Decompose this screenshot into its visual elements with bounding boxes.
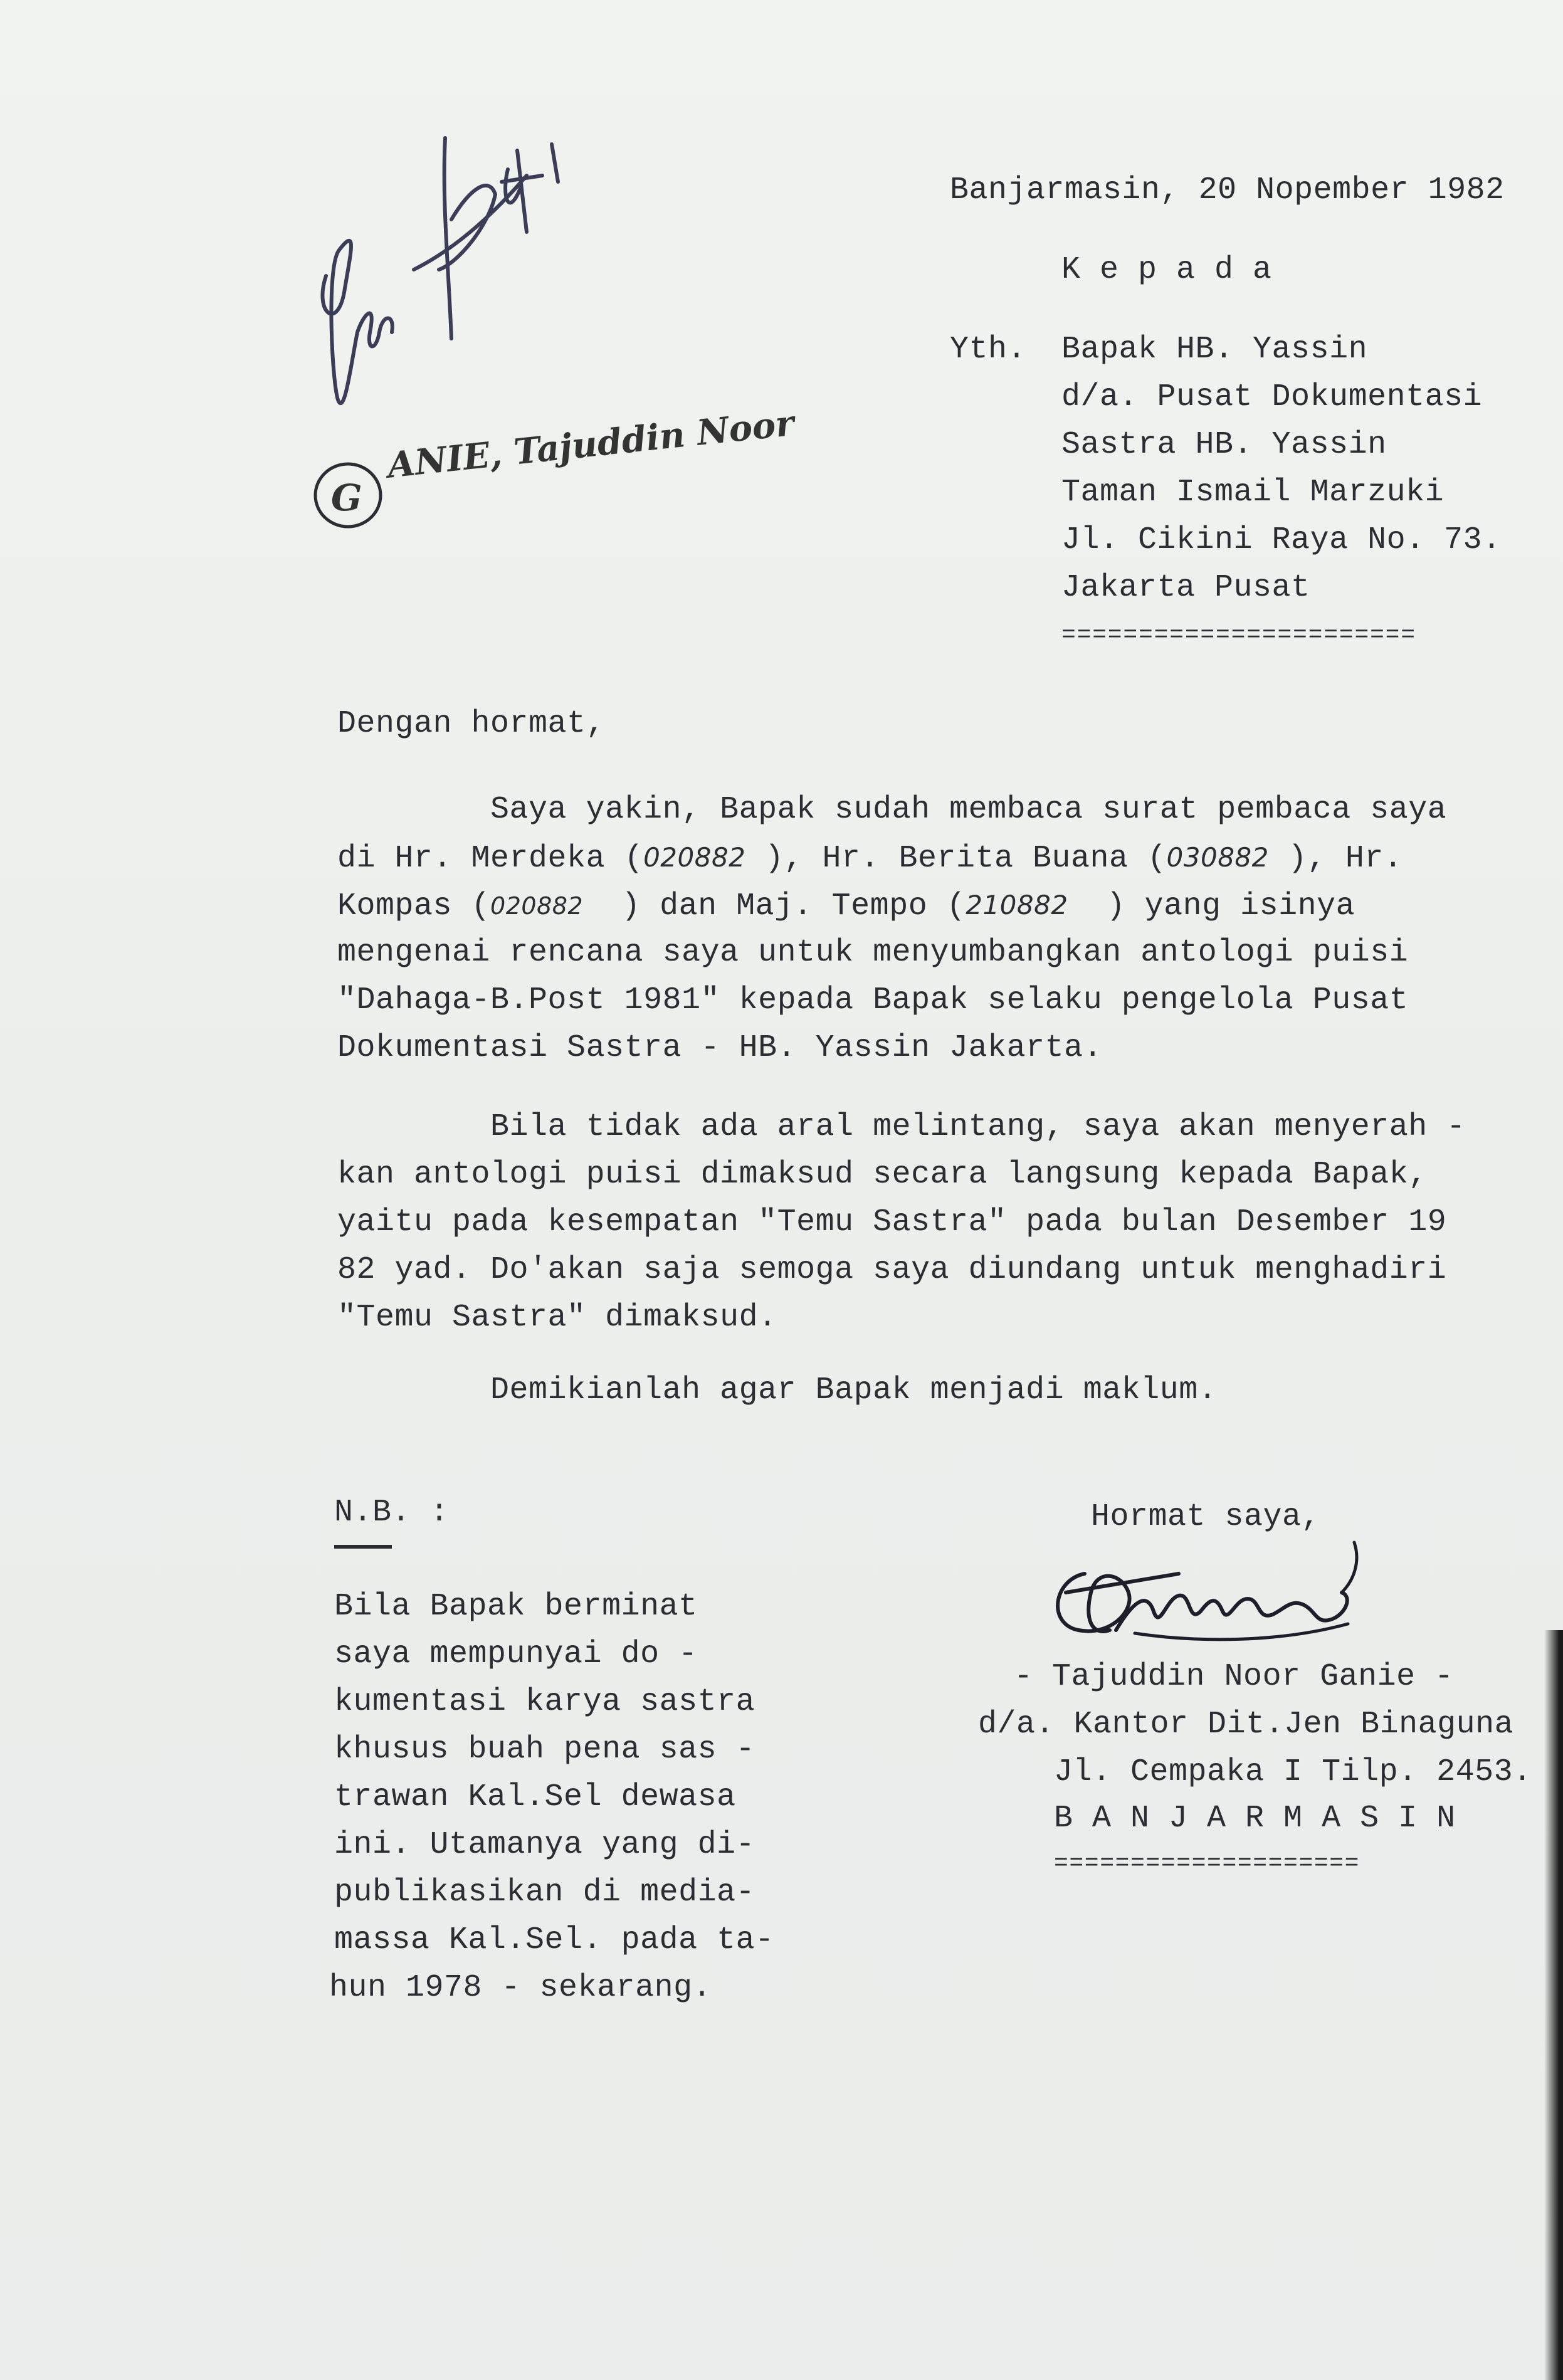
nb-line: Bila Bapak berminat xyxy=(334,1589,698,1624)
handwritten-date: 030882 xyxy=(1166,842,1269,873)
sender-name: - Tajuddin Noor Ganie - xyxy=(1014,1659,1454,1695)
paragraph-1-line: mengenai rencana saya untuk menyumbangkan antologi puisi xyxy=(337,935,1409,971)
paragraph-1-line xyxy=(337,882,1355,930)
handwritten-initials-signature xyxy=(301,125,589,426)
nb-line: saya mempunyai do - xyxy=(334,1636,698,1672)
handwritten-date: 020882 xyxy=(490,892,584,920)
paragraph-1-line xyxy=(337,834,1402,883)
paragraph-2-line: kan antologi puisi dimaksud secara langsung kepada Bapak, xyxy=(337,1157,1428,1193)
sender-line: d/a. Kantor Dit.Jen Binaguna xyxy=(978,1707,1514,1742)
sender-city: B A N J A R M A S I N xyxy=(1054,1801,1456,1836)
paragraph-1-line: Saya yakin, Bapak sudah membaca surat pembaca saya xyxy=(337,792,1447,828)
address-line: Jl. Cikini Raya No. 73. xyxy=(1061,522,1502,558)
text-run: ) dan Maj. Tempo ( xyxy=(583,888,966,924)
text-run: Kompas ( xyxy=(337,888,491,924)
yth-label: Yth. xyxy=(950,332,1027,367)
handwritten-date: 020882 xyxy=(643,842,746,873)
nb-line: khusus buah pena sas - xyxy=(334,1732,755,1767)
paragraph-2-line: Bila tidak ada aral melintang, saya akan menyerah - xyxy=(337,1109,1466,1145)
address-line: Taman Ismail Marzuki xyxy=(1061,475,1445,510)
address-line: d/a. Pusat Dokumentasi xyxy=(1061,379,1483,415)
kepada-heading: K e p a d a xyxy=(1061,252,1272,288)
nb-line: trawan Kal.Sel dewasa xyxy=(334,1779,736,1815)
text-run: ) yang isinya xyxy=(1068,888,1355,924)
nb-line: hun 1978 - sekarang. xyxy=(329,1970,712,2006)
nb-line: kumentasi karya sastra xyxy=(334,1684,755,1720)
text-run: ), Hr. Berita Buana ( xyxy=(745,841,1167,877)
salutation: Dengan hormat, xyxy=(337,706,606,742)
text-run: ), Hr. xyxy=(1268,841,1403,877)
sender-underline: ==================== xyxy=(1054,1850,1360,1877)
closing: Hormat saya, xyxy=(1091,1499,1321,1535)
nb-line: publikasikan di media- xyxy=(334,1875,755,1910)
filing-letter: G xyxy=(331,477,362,519)
sender-signature xyxy=(1041,1536,1367,1649)
filing-annotation: ANIE, Tajuddin Noor xyxy=(386,402,796,487)
handwritten-date: 210882 xyxy=(966,890,1068,920)
address-underline: ======================= xyxy=(1061,622,1416,649)
place-date: Banjarmasin, 20 Nopember 1982 xyxy=(950,172,1505,208)
address-line: Sastra HB. Yassin xyxy=(1061,427,1387,463)
paragraph-3: Demikianlah agar Bapak menjadi maklum. xyxy=(337,1372,1218,1408)
address-line: Bapak HB. Yassin xyxy=(1061,332,1368,367)
nb-underline xyxy=(334,1545,392,1549)
text-run: di Hr. Merdeka ( xyxy=(337,841,644,877)
nb-line: ini. Utamanya yang di- xyxy=(334,1827,755,1863)
nb-line: massa Kal.Sel. pada ta- xyxy=(334,1922,774,1958)
paragraph-2-line: yaitu pada kesempatan "Temu Sastra" pada bulan Desember 19 xyxy=(337,1204,1447,1240)
paragraph-2-line: "Temu Sastra" dimaksud. xyxy=(337,1300,777,1335)
paragraph-1-line: "Dahaga-B.Post 1981" kepada Bapak selaku pengelola Pusat xyxy=(337,982,1409,1018)
sender-line: Jl. Cempaka I Tilp. 2453. xyxy=(1054,1754,1532,1790)
paragraph-1-line: Dokumentasi Sastra - HB. Yassin Jakarta. xyxy=(337,1030,1103,1066)
nb-heading: N.B. : xyxy=(334,1495,450,1530)
page-edge-shadow xyxy=(1544,1630,1563,2380)
paragraph-2-line: 82 yad. Do'akan saja semoga saya diundang untuk menghadiri xyxy=(337,1252,1447,1288)
address-line: Jakarta Pusat xyxy=(1061,570,1310,606)
